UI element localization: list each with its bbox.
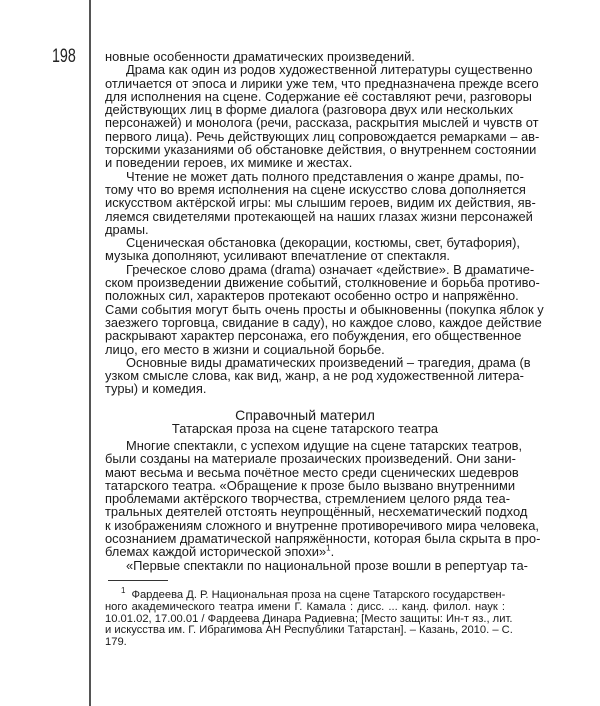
margin-rule: [89, 0, 91, 706]
paragraph-line: Основные виды драматических произведений – трагедия, драма (в: [126, 354, 531, 370]
paragraph-line: Драма как один из родов художественной литературы существенно: [126, 62, 533, 78]
paragraph-line: осознанием драматической напряжённости, которая была скрыта в про-: [105, 531, 541, 547]
paragraph-line: «Первые спектакли по национальной прозе вошли в репертуар та-: [126, 557, 528, 573]
paragraph-line: драмы.: [105, 221, 149, 237]
paragraph-line: положных сил, характеров протекают особенно остро и напряжённо.: [105, 288, 519, 304]
paragraph-line: Сами события могут быть очень просты и обыкновенны (покупка яблок у: [105, 301, 544, 317]
paragraph-line: были созданы на материале прозаических произведений. Они зани-: [105, 451, 516, 467]
paragraph-line: узком смысле слова, как вид, жанр, а не род художественной литера-: [105, 368, 524, 384]
paragraph-line: искусством актёрской игры: мы слышим героев, видим их действия, яв-: [105, 195, 536, 211]
paragraph-line: проблемами актёрского творчества, стремлением целого ряда теа-: [105, 491, 511, 507]
paragraph-line: отличается от эпоса и лирики уже тем, что предназначена прежде всего: [105, 75, 539, 91]
paragraph-line: мают весьма и весьма почётное место среди сценических шедевров: [105, 464, 519, 480]
footnote-text: и искусства им. Г. Ибрагимова АН Республики Татарстан]. – Казань, 2010. – С.: [105, 624, 513, 637]
section-subheading: Татарская проза на сцене татарского театра: [171, 421, 439, 436]
paragraph-line: новные особенности драматических произведений.: [105, 49, 415, 64]
paragraph-line: для исполнения на сцене. Содержание её составляют речи, разговоры: [105, 88, 532, 104]
paragraph-line: музыка дополняют, усиливают впечатление от спектакля.: [105, 248, 451, 264]
paragraph-line: Чтение не может дать полного представления о жанре драмы, по-: [126, 168, 524, 184]
footnote-text: 10.01.02, 17.00.01 / Фардеева Динара Радиевна; [Место защиты: Ин-т яз., лит.: [105, 612, 513, 625]
paragraph-line: Греческое слово драма (drama) означает «действие». В драматиче-: [126, 261, 535, 277]
paragraph-line: персонажей) и монолога (речи, рассказа, раскрытия мыслей и чувств от: [105, 115, 539, 131]
paragraph-line: тому что во время исполнения на сцене искусство слова дополняется: [105, 181, 526, 197]
paragraph-line: Сценическая обстановка (декорации, костюмы, свет, бутафория),: [126, 235, 520, 251]
footnote-line: [105, 637, 505, 649]
footnote-reference[interactable]: 1: [326, 544, 331, 554]
footnote-text: Фардеева Д. Р. Национальная проза на сцене Татарского государствен-: [131, 589, 506, 601]
paragraph-line: первого лица). Речь действующих лиц сопровождается ремарками – ав-: [105, 128, 540, 144]
footnote: [105, 586, 513, 649]
paragraph-line: татарского театра. «Обращение к прозе было вызвано внутренними: [105, 477, 516, 493]
body-text-section-2: [105, 438, 541, 573]
paragraph-line: Многие спектакли, с успехом идущие на сцене татарских театров,: [126, 438, 523, 453]
footnote-line: [105, 624, 513, 637]
paragraph-line: торскими указаниями об обстановке действия, о внутреннем состоянии: [105, 142, 537, 158]
footnote-text: 179.: [105, 636, 127, 648]
paragraph-line: блемах каждой исторической эпохи»$^1$.: [105, 544, 335, 560]
paragraph-line: раскрывают характер персонажа, его побуждения, его общественное: [105, 328, 522, 344]
paragraph-line: тральных деятелей отстоять неупрощённый, несхематический подход: [105, 504, 528, 520]
footnote-marker: 1: [121, 586, 126, 596]
paragraph-line: лицо, его место в жизни и социальной борьбе.: [105, 341, 385, 357]
section-heading: Справочный материл: [235, 407, 375, 423]
footnote-separator: [108, 580, 168, 581]
paragraph-line: ляемся свидетелями протекающей на наших глазах жизни персонажей: [105, 208, 533, 224]
page-number: 198: [52, 46, 76, 67]
paragraph-line: и поведении героев, их мимике и жестах.: [105, 155, 353, 171]
paragraph-line: заезжего торговца, свидание в саду), но каждое слово, каждое действие: [105, 314, 542, 330]
footnote-text: ного академического театра имени Г. Камала : дисс. ... канд. филол. наук :: [105, 600, 505, 613]
paragraph-line: туры) и комедия.: [105, 381, 207, 397]
paragraph-line: к изображениям сложного и внутренне противоречивого мира человека,: [105, 517, 539, 533]
paragraph-line: ском произведении движение событий, столкновение и борьба противо-: [105, 275, 540, 291]
paragraph-line: действующих лиц в форме диалога (разговора двух или нескольких: [105, 102, 514, 118]
body-text-section-1: [105, 49, 544, 397]
